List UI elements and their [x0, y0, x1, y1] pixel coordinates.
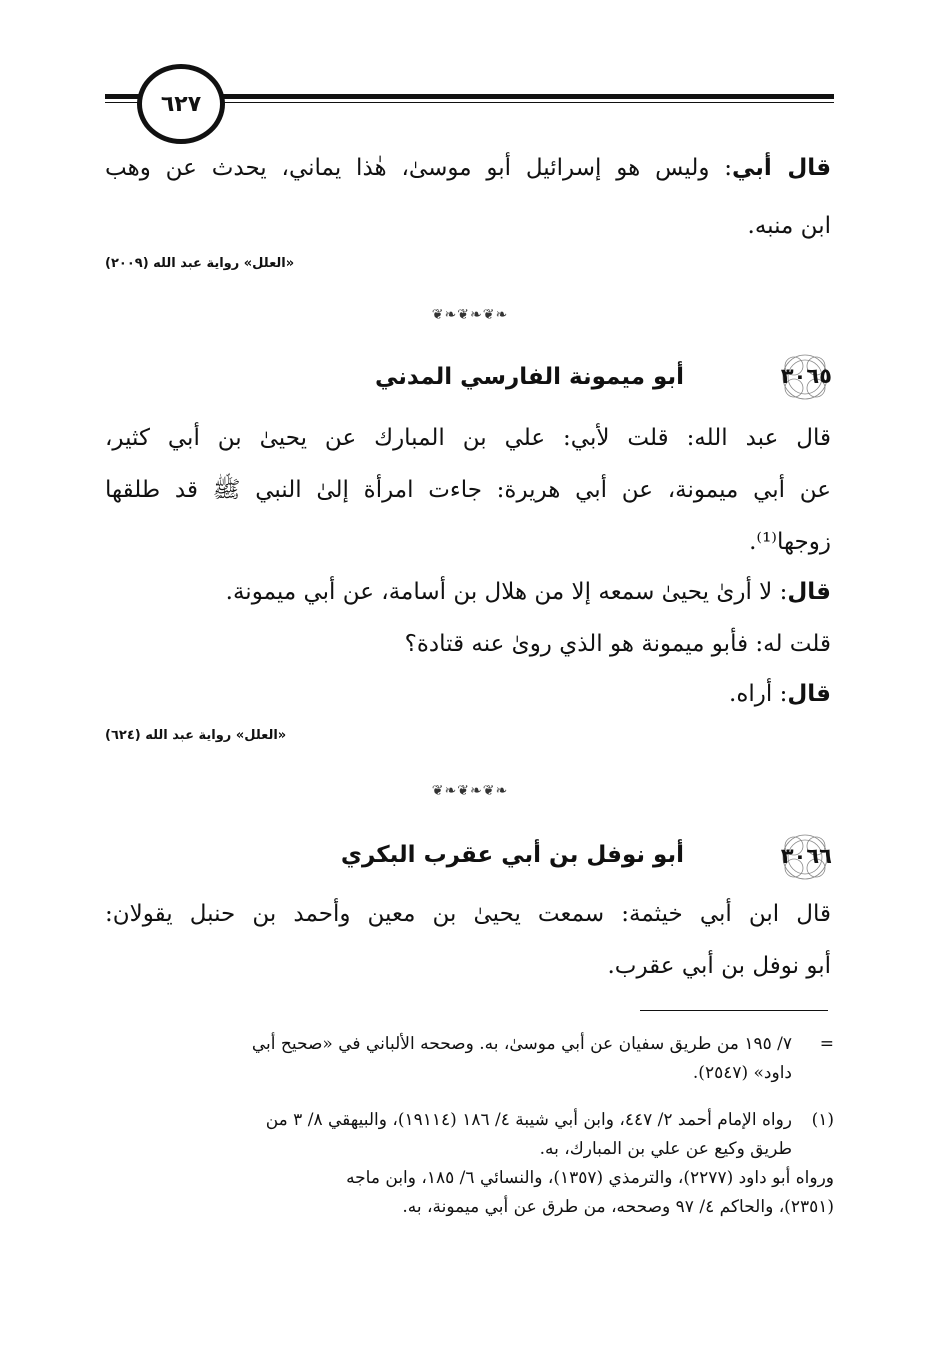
footnote-line: رواه الإمام أحمد ٢/ ٤٤٧، وابن أبي شيبة ٤/ ١٨٦ (١٩١١٤)، والبيهقي ٨/ ٣ من	[265, 1110, 792, 1130]
entry1-question-2: قلت له: فأبو ميمونة هو الذي روىٰ عنه قتادة؟	[404, 631, 831, 657]
header-rule-thin	[210, 102, 834, 103]
prev-speaker-label: قال أبي	[732, 155, 832, 181]
page-number: ٦٢٧	[137, 64, 225, 144]
entry1-line-1: قال عبد الله: قلت لأبي: علي بن المبارك عن يحيىٰ بن أبي كثير،	[105, 425, 831, 451]
footnote-mark: =	[819, 1034, 834, 1054]
prev-line-1	[105, 142, 831, 194]
footnote-line: ٧/ ١٩٥ من طريق سفيان عن أبي موسىٰ، به. وصححه الألباني في «صحيح أبي	[251, 1034, 792, 1054]
entry1-answer-1	[105, 566, 831, 618]
footnote-mark: (١)	[811, 1110, 834, 1130]
footnote-line: داود» (٢٥٤٧).	[692, 1063, 792, 1083]
entry-number: ٣٠٦٥	[780, 364, 832, 388]
entry1-source-citation: «العلل» رواية عبد الله (٦٢٤)	[105, 728, 287, 743]
entry-number: ٣٠٦٦	[780, 844, 832, 868]
answer-1-text: : لا أرىٰ يحيىٰ سمعه إلا من هلال بن أسامة، عن أبي ميمونة.	[225, 579, 788, 605]
footnote-continuation	[105, 1030, 834, 1088]
footnote-line: (٢٣٥١)، والحاكم ٤/ ٩٧ وصححه، من طرق عن أبي ميمونة، به.	[402, 1197, 834, 1217]
entry-title: أبو ميمونة الفارسي المدني	[375, 364, 684, 390]
entry-number-badge	[772, 356, 834, 398]
prev-source-citation: «العلل» رواية عبد الله (٢٠٠٩)	[105, 256, 295, 271]
footnote-line: طريق وكيع عن علي بن المبارك، به.	[539, 1139, 792, 1159]
footnote-line: ورواه أبو داود (٢٢٧٧)، والترمذي (١٣٥٧)، والنسائي ٦/ ١٨٥، وابن ماجه	[346, 1168, 834, 1188]
answer-2-text: : أراه.	[729, 681, 788, 707]
entry-title: أبو نوفل بن أبي عقرب البكري	[340, 842, 684, 868]
footnote-1	[105, 1106, 834, 1222]
entry-number-badge	[772, 836, 834, 878]
section-ornament-1: ❦❧❦❧❦❧	[431, 307, 509, 323]
footnote-rule	[640, 1010, 828, 1011]
answer-label: قال	[787, 579, 831, 605]
section-ornament-2: ❦❧❦❧❦❧	[431, 783, 509, 799]
entry1-answer-2	[105, 668, 831, 720]
prev-line-1-text: : وليس هو إسرائيل أبو موسىٰ، هٰذا يماني، يحدث عن وهب	[105, 155, 733, 181]
entry2-line-1: قال ابن أبي خيثمة: سمعت يحيىٰ بن معين وأحمد بن حنبل يقولان:	[105, 901, 831, 927]
entry1-line-3: زوجها⁽¹⁾.	[749, 529, 831, 555]
entry1-line-2: عن أبي ميمونة، عن أبي هريرة: جاءت امرأة إلىٰ النبي ﷺ قد طلقها	[105, 477, 831, 503]
prev-line-2: ابن منبه.	[747, 213, 831, 239]
entry2-line-2: أبو نوفل بن أبي عقرب.	[607, 953, 831, 979]
answer-label: قال	[787, 681, 831, 707]
header-rule	[210, 94, 834, 99]
